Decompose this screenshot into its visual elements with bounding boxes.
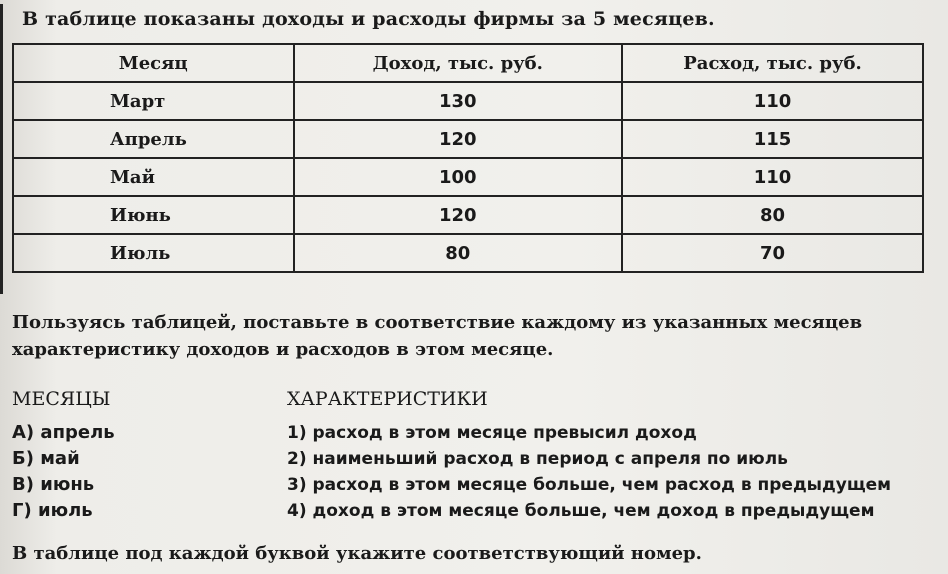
table-row <box>13 120 923 158</box>
cell-expense: 80 <box>622 196 923 234</box>
table-row <box>13 234 923 272</box>
header-income: Доход, тыс. руб. <box>294 44 622 82</box>
intro-text: В таблице показаны доходы и расходы фирмы за 5 месяцев. <box>22 8 715 30</box>
header-expense: Расход, тыс. руб. <box>622 44 923 82</box>
cell-expense: 110 <box>622 82 923 120</box>
table-row <box>13 82 923 120</box>
cell-month: Май <box>13 158 294 196</box>
margin-bar <box>0 4 3 294</box>
list-item: 3) расход в этом месяце больше, чем расход в предыдущем <box>287 475 892 495</box>
question-text: Пользуясь таблицей, поставьте в соответствие каждому из указанных месяцев характеристику доходов и расходов в этом месяце. <box>12 312 863 360</box>
cell-expense: 110 <box>622 158 923 196</box>
instruction-text: В таблице под каждой буквой укажите соответствующий номер. <box>12 543 702 564</box>
table-row <box>13 158 923 196</box>
list-item: 1) расход в этом месяце превысил доход <box>287 423 697 443</box>
cell-month: Апрель <box>13 120 294 158</box>
cell-expense: 70 <box>622 234 923 272</box>
list-item: Г) июль <box>12 500 93 521</box>
cell-income: 120 <box>294 196 622 234</box>
cell-month: Июнь <box>13 196 294 234</box>
cell-expense: 115 <box>622 120 923 158</box>
cell-income: 130 <box>294 82 622 120</box>
income-expense-table <box>12 43 924 273</box>
list-item: 4) доход в этом месяце больше, чем доход в предыдущем <box>287 501 875 521</box>
header-month: Месяц <box>13 44 294 82</box>
months-list <box>12 420 115 524</box>
table-header-row <box>13 44 923 82</box>
cell-month: Март <box>13 82 294 120</box>
list-item: 2) наименьший расход в период с апреля по июль <box>287 449 788 469</box>
months-header: МЕСЯЦЫ <box>12 388 111 410</box>
cell-month: Июль <box>13 234 294 272</box>
table-row <box>13 196 923 234</box>
list-item: Б) май <box>12 448 80 469</box>
list-item: В) июнь <box>12 474 95 495</box>
characteristics-header: ХАРАКТЕРИСТИКИ <box>287 388 488 410</box>
list-item: А) апрель <box>12 422 115 443</box>
cell-income: 120 <box>294 120 622 158</box>
cell-income: 80 <box>294 234 622 272</box>
characteristics-list <box>287 420 891 524</box>
cell-income: 100 <box>294 158 622 196</box>
